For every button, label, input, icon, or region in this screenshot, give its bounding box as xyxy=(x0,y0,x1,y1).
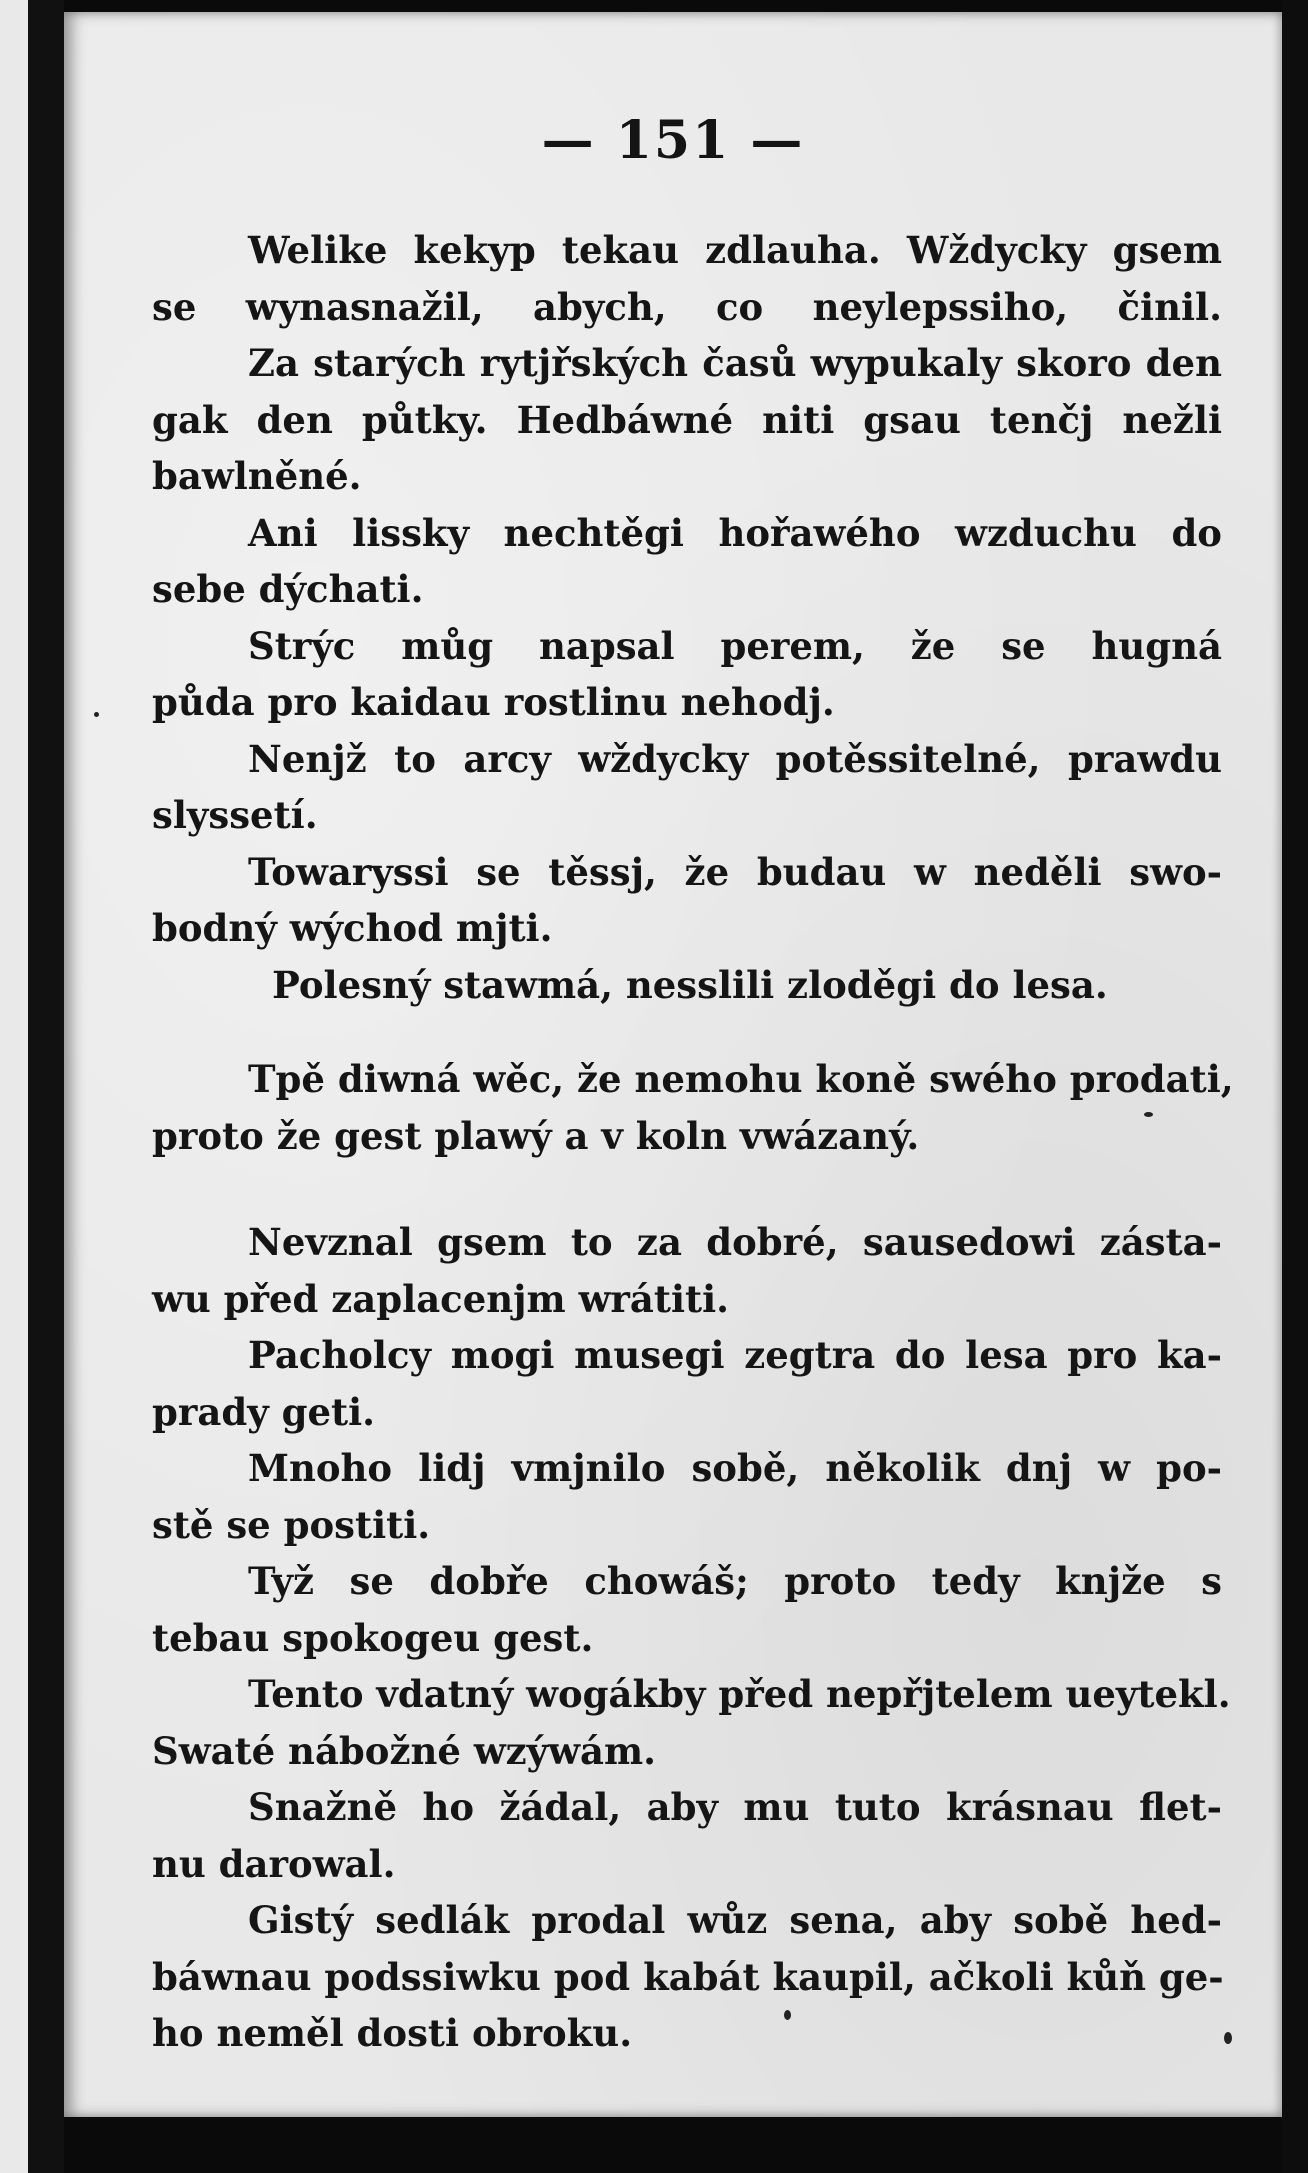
text-line: Swaté nábožné wzýwám. xyxy=(152,1728,657,1773)
text-line: Polesný stawmá, nesslili zloděgi do lesa. xyxy=(272,962,1108,1007)
text-line: Pacholcy mogi musegi zegtra do lesa pro ka- xyxy=(248,1333,1222,1377)
paragraph-gap xyxy=(152,1164,1222,1214)
text-line: půda pro kaidau rostlinu nehodj. xyxy=(152,680,835,724)
page-text xyxy=(152,222,1234,2062)
text-line: proto že gest plawý a v koln vwázaný. xyxy=(152,1113,920,1158)
text-line: Welike kekyp tekau zdlauha. Wždycky gsem xyxy=(248,228,1222,272)
print-speck xyxy=(784,2010,791,2020)
text-line: prady geti. xyxy=(152,1389,376,1434)
text-line: Nenjž to arcy wždycky potěssitelné, prawdu xyxy=(248,736,1222,781)
text-line: bawlněné. xyxy=(152,454,362,498)
text-line: Strýc můg napsal perem, že se hugná xyxy=(248,623,1222,668)
print-speck xyxy=(94,712,99,717)
text-line: nu darowal. xyxy=(152,1841,396,1886)
text-line: Gistý sedlák prodal wůz sena, aby sobě hed- xyxy=(248,1898,1222,1942)
text-line: Tyž se dobře chowáš; proto tedy knjže s xyxy=(248,1559,1222,1603)
text-line: Tento vdatný wogákby před nepřjtelem ueytekl. xyxy=(248,1672,1231,1716)
text-line: Mnoho lidj vmjnilo sobě, několik dnj w po- xyxy=(248,1446,1222,1490)
text-line: stě se postiti. xyxy=(152,1502,431,1547)
text-line: Towaryssi se těssj, že budau w neděli swo- xyxy=(248,849,1222,894)
text-line: gak den půtky. Hedbáwné niti gsau tenčj nežli xyxy=(152,397,1222,442)
print-speck xyxy=(1224,2032,1232,2044)
text-line: Ani lissky nechtěgi hořawého wzduchu do xyxy=(248,510,1222,555)
paragraph-gap xyxy=(152,1013,1222,1051)
page-number: — 151 — xyxy=(541,110,805,171)
previous-page-edge xyxy=(0,0,28,2173)
text-line: Za starých rytjřských časů wypukaly skoro den xyxy=(248,341,1222,385)
text-line: tebau spokogeu gest. xyxy=(152,1615,594,1660)
text-line: ho neměl dosti obroku. xyxy=(152,2011,633,2055)
text-line: Tpě diwná wěc, že nemohu koně swého prodati, xyxy=(248,1057,1234,1101)
text-line: báwnau podssiwku pod kabát kaupil, ačkoli kůň ge- xyxy=(152,1954,1224,1999)
book-gutter xyxy=(28,0,64,2173)
text-line: sebe dýchati. xyxy=(152,567,424,611)
text-line: bodný wýchod mjti. xyxy=(152,906,553,950)
text-line: Snažně ho žádal, aby mu tuto krásnau flet- xyxy=(248,1785,1222,1829)
print-speck xyxy=(1144,1112,1153,1117)
text-line: wu před zaplacenjm wrátiti. xyxy=(152,1276,730,1321)
book-page xyxy=(64,12,1282,2117)
text-line: se wynasnažil, abych, co neylepssiho, činil. xyxy=(152,284,1222,329)
text-line: slyssetí. xyxy=(152,793,318,837)
right-scan-border xyxy=(1282,0,1308,2173)
text-line: Nevznal gsem to za dobré, sausedowi zásta- xyxy=(248,1220,1222,1264)
